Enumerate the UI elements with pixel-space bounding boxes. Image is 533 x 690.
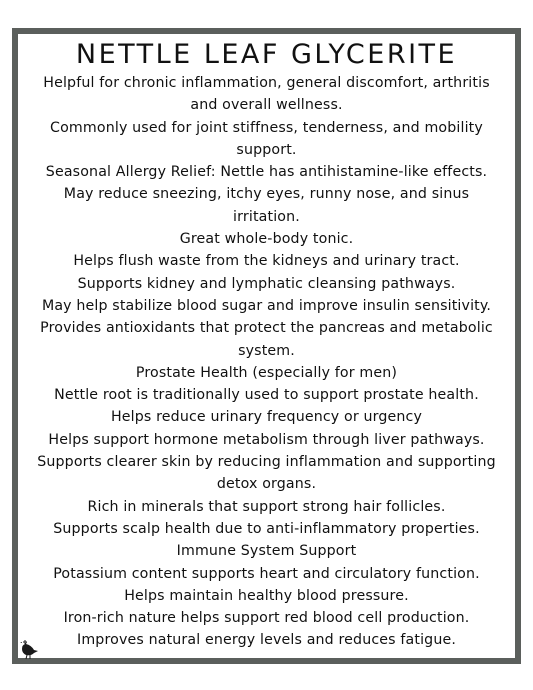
text-line: May help stabilize blood sugar and improve insulin sensitivity. bbox=[41, 297, 492, 314]
text-line: Immune System Support bbox=[176, 543, 357, 560]
text-line: support. bbox=[236, 141, 297, 158]
text-line: May reduce sneezing, itchy eyes, runny nose, and sinus bbox=[63, 186, 470, 203]
text-line: Supports kidney and lymphatic cleansing pathways. bbox=[77, 275, 456, 292]
text-line: system. bbox=[238, 342, 295, 359]
text-line: Helps flush waste from the kidneys and urinary tract. bbox=[73, 253, 460, 270]
text-line: Helps support hormone metabolism through liver pathways. bbox=[48, 431, 485, 448]
text-line: Helpful for chronic inflammation, general discomfort, arthritis bbox=[43, 75, 490, 91]
text-line: Rich in minerals that support strong hair follicles. bbox=[87, 498, 446, 515]
benefits-list bbox=[18, 72, 515, 652]
text-line: Supports scalp health due to anti-inflammatory properties. bbox=[53, 520, 480, 537]
text-line: Helps maintain healthy blood pressure. bbox=[124, 587, 409, 604]
text-line: Great whole-body tonic. bbox=[179, 231, 354, 248]
text-line: and overall wellness. bbox=[190, 97, 343, 114]
text-line: Prostate Health (especially for men) bbox=[135, 364, 398, 381]
bird-icon bbox=[19, 638, 39, 660]
text-line: Iron-rich nature helps support red blood cell production. bbox=[63, 610, 470, 627]
text-line: detox organs. bbox=[216, 476, 317, 493]
text-line: Seasonal Allergy Relief: Nettle has antihistamine-like effects. bbox=[45, 164, 488, 181]
text-line: irritation. bbox=[233, 208, 300, 225]
text-line: Commonly used for joint stiffness, tenderness, and mobility bbox=[50, 119, 483, 136]
text-line: Improves natural energy levels and reduces fatigue. bbox=[77, 632, 456, 649]
page-frame bbox=[12, 28, 521, 664]
page-title: NETTLE LEAF GLYCERITE bbox=[75, 39, 458, 70]
text-line: Nettle root is traditionally used to support prostate health. bbox=[54, 387, 479, 404]
text-line: Helps reduce urinary frequency or urgency bbox=[110, 409, 423, 426]
text-line: Supports clearer skin by reducing inflammation and supporting bbox=[37, 454, 496, 471]
text-line: Provides antioxidants that protect the pancreas and metabolic bbox=[40, 320, 493, 337]
text-line: Potassium content supports heart and circulatory function. bbox=[53, 565, 480, 582]
